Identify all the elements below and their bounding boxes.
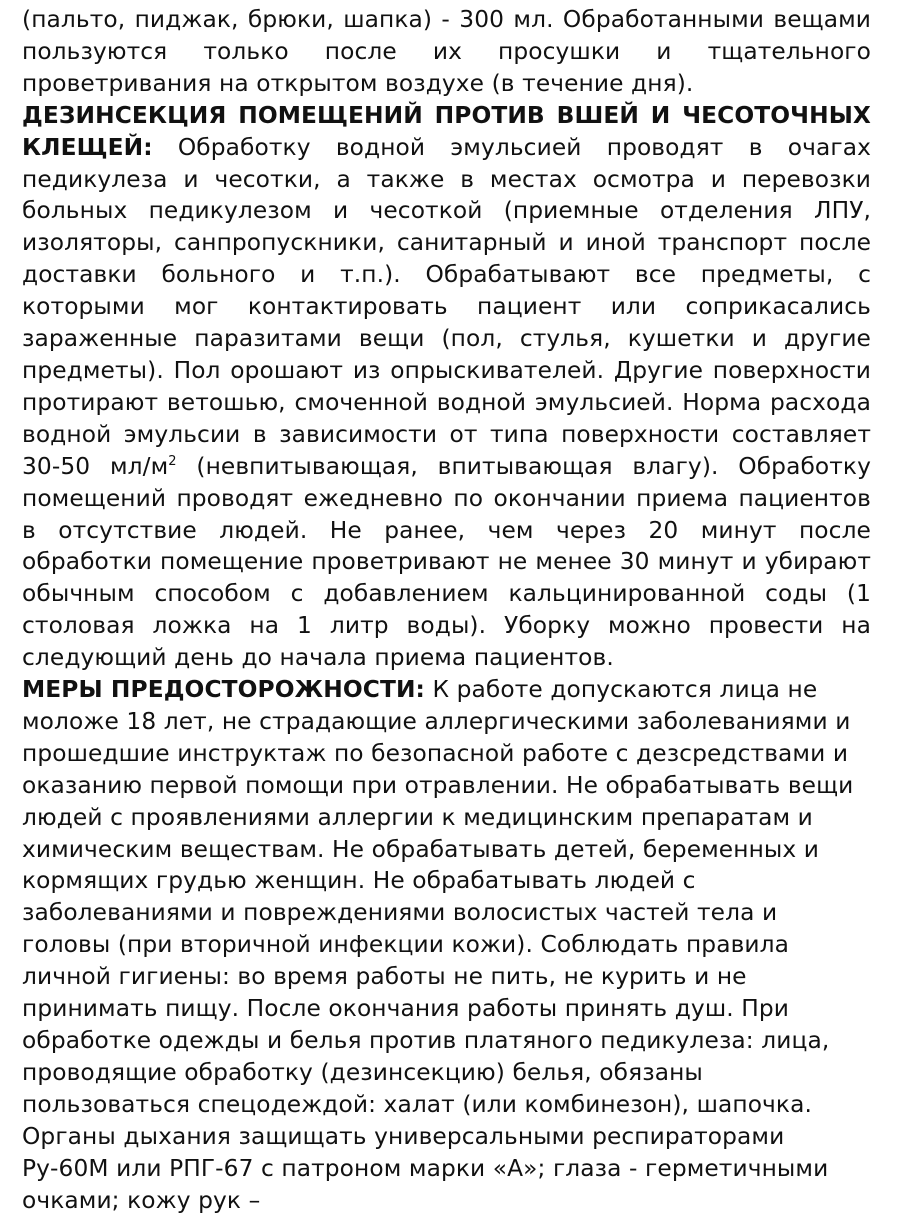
paragraph-room-disinsection: [22, 100, 871, 674]
section-heading-disinsection: ДЕЗИНСЕКЦИЯ ПОМЕЩЕНИЙ ПРОТИВ ВШЕЙ И ЧЕСОТОЧНЫХ КЛЕЩЕЙ:: [22, 101, 871, 161]
superscript: 2: [168, 453, 177, 469]
paragraph-text: К работе допускаются лица не моложе 18 лет, не страдающие аллергическими заболеваниями и прошедшие инструктаж по безопасной работе с дезсредствами и оказанию первой помощи при отравлении. Не обрабатывать вещи людей с проявлениями аллергии к медицинским препаратам и химическим веществам. Не обрабатывать детей, беременных и кормящих грудью женщин. Не обрабатывать людей с заболеваниями и повреждениями волосистых частей тела и головы (при вторичной инфекции кожи). Соблюдать правила личной гигиены: во время работы не пить, не курить и не принимать пищу. После окончания работы принять душ. При обработке одежды и белья против платяного педикулеза: лица, проводящие обработку (дезинсекцию) белья, обязаны пользоваться спецодеждой: халат (или комбинезон), шапочка. Органы дыхания защищать универсальными респираторами Ру-60М или РПГ-67 с патроном марки «А»; глаза - герметичными очками; кожу рук –: [22, 676, 854, 1214]
document-page: [22, 4, 871, 1216]
paragraph-text-continued: (невпитывающая, впитывающая влагу). Обработку помещений проводят ежедневно по окончании приема пациентов в отсутствие людей. Не ранее, чем через 20 минут после обработки помещение проветривают не менее 30 минут и убирают обычным способом с добавлением кальцинированной соды (1 столовая ложка на 1 литр воды). Уборку можно провести на следующий день до начала приема пациентов.: [22, 452, 871, 672]
section-heading-precautions: МЕРЫ ПРЕДОСТОРОЖНОСТИ:: [22, 676, 425, 704]
paragraph-text: (пальто, пиджак, брюки, шапка) - 300 мл. Обработанными вещами пользуются только после их просушки и тщательного проветривания на открытом воздухе (в течение дня).: [22, 6, 871, 97]
paragraph-precautions: [22, 674, 871, 1216]
paragraph-text: Обработку водной эмульсией проводят в очагах педикулеза и чесотки, а также в местах осмотра и перевозки больных педикулезом и чесоткой (приемные отделения ЛПУ, изоляторы, санпропускники, санитарный и иной транспорт после доставки больного и т.п.). Обрабатывают все предметы, с которыми мог контактировать пациент или соприкасались зараженные паразитами вещи (пол, стулья, кушетки и другие предметы). Пол орошают из опрыскивателей. Другие поверхности протирают ветошью, смоченной водной эмульсией. Норма расхода водной эмульсии в зависимости от типа поверхности составляет 30-50 мл/м: [22, 133, 871, 480]
paragraph-clothing-treatment: [22, 4, 871, 100]
